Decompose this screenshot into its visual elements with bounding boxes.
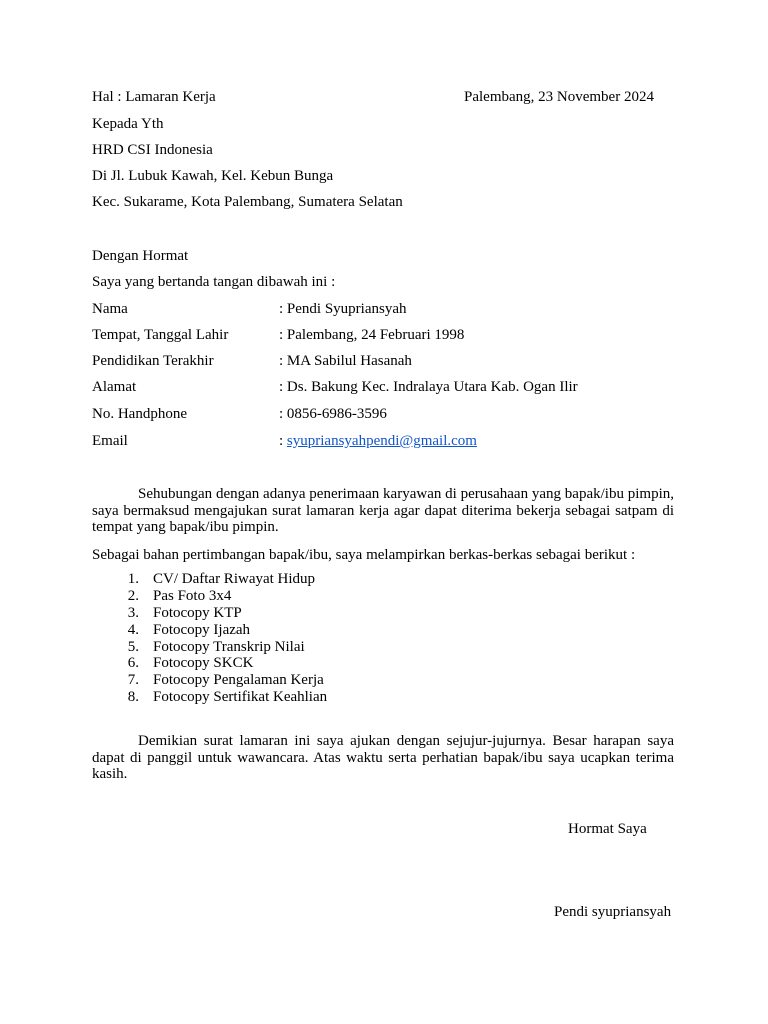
identity-label: No. Handphone xyxy=(92,406,187,422)
list-text: Fotocopy Ijazah xyxy=(153,621,251,638)
email-link[interactable]: syupriansyahpendi@gmail.com xyxy=(286,433,477,449)
place-date: Palembang, 23 November 2024 xyxy=(464,89,654,105)
identity-row-phone xyxy=(92,405,692,423)
list-item xyxy=(92,622,327,639)
list-number: 8. xyxy=(127,689,139,706)
attachments-intro: Sebagai bahan pertimbangan bapak/ibu, saya melampirkan berkas-berkas sebagai berikut : xyxy=(92,547,636,563)
closing-paragraph: Demikian surat lamaran ini saya ajukan dengan sejujur-jujurnya. Besar harapan saya dapat di panggil untuk wawancara. Atas waktu serta perhatian bapak/ibu saya ucapkan terima kasih. xyxy=(92,733,674,782)
list-number: 3. xyxy=(127,604,139,621)
list-item xyxy=(92,639,327,656)
identity-value xyxy=(279,432,477,450)
body-paragraph: Sehubungan dengan adanya penerimaan karyawan di perusahaan yang bapak/ibu pimpin, saya bermaksud mengajukan surat lamaran kerja agar dapat diterima bekerja sebagai satpam di tempat yang bapak/ibu pimpin. xyxy=(92,486,674,535)
list-number: 2. xyxy=(127,587,139,604)
list-number: 6. xyxy=(127,655,139,672)
list-text: Fotocopy SKCK xyxy=(153,655,254,672)
list-text: Pas Foto 3x4 xyxy=(153,587,232,604)
identity-value: : Palembang, 24 Februari 1998 xyxy=(279,327,465,343)
identity-value: : Ds. Bakung Kec. Indralaya Utara Kab. Ogan Ilir xyxy=(279,379,578,395)
identity-label: Alamat xyxy=(92,379,137,395)
identity-row-name xyxy=(92,300,692,318)
list-number: 1. xyxy=(127,571,139,587)
identity-value: : MA Sabilul Hasanah xyxy=(279,353,412,369)
list-text: Fotocopy KTP xyxy=(153,604,242,621)
identity-row-birth xyxy=(92,326,692,344)
attachments-list xyxy=(92,571,327,706)
list-item xyxy=(92,588,327,605)
recipient-line-3: Di Jl. Lubuk Kawah, Kel. Kebun Bunga xyxy=(92,168,334,184)
identity-label: Nama xyxy=(92,301,128,317)
identity-label: Email xyxy=(92,433,128,449)
intro-line: Saya yang bertanda tangan dibawah ini : xyxy=(92,274,336,290)
list-item xyxy=(92,605,327,622)
recipient-line-4: Kec. Sukarame, Kota Palembang, Sumatera Selatan xyxy=(92,194,403,210)
email-prefix: : xyxy=(279,433,287,449)
identity-row-education xyxy=(92,352,692,370)
list-item xyxy=(92,655,327,672)
identity-row-email xyxy=(92,432,692,450)
recipient-line-2: HRD CSI Indonesia xyxy=(92,142,213,158)
list-item xyxy=(92,672,327,689)
identity-row-address xyxy=(92,378,692,396)
identity-label: Tempat, Tanggal Lahir xyxy=(92,327,229,343)
list-item xyxy=(92,689,327,706)
list-text: Fotocopy Pengalaman Kerja xyxy=(153,672,324,689)
signer-name: Pendi syupriansyah xyxy=(554,904,672,920)
greeting: Dengan Hormat xyxy=(92,248,189,264)
list-item xyxy=(92,571,327,588)
sign-off: Hormat Saya xyxy=(568,821,647,837)
list-number: 7. xyxy=(127,672,139,689)
identity-value: : 0856-6986-3596 xyxy=(279,406,387,422)
identity-label: Pendidikan Terakhir xyxy=(92,353,214,369)
list-number: 4. xyxy=(127,621,139,638)
list-text: Fotocopy Sertifikat Keahlian xyxy=(153,689,328,706)
subject-line: Hal : Lamaran Kerja xyxy=(92,89,216,105)
list-text: CV/ Daftar Riwayat Hidup xyxy=(153,571,316,587)
recipient-line-1: Kepada Yth xyxy=(92,116,164,132)
identity-value: : Pendi Syupriansyah xyxy=(279,301,407,317)
list-number: 5. xyxy=(127,638,139,655)
list-text: Fotocopy Transkrip Nilai xyxy=(153,638,305,655)
